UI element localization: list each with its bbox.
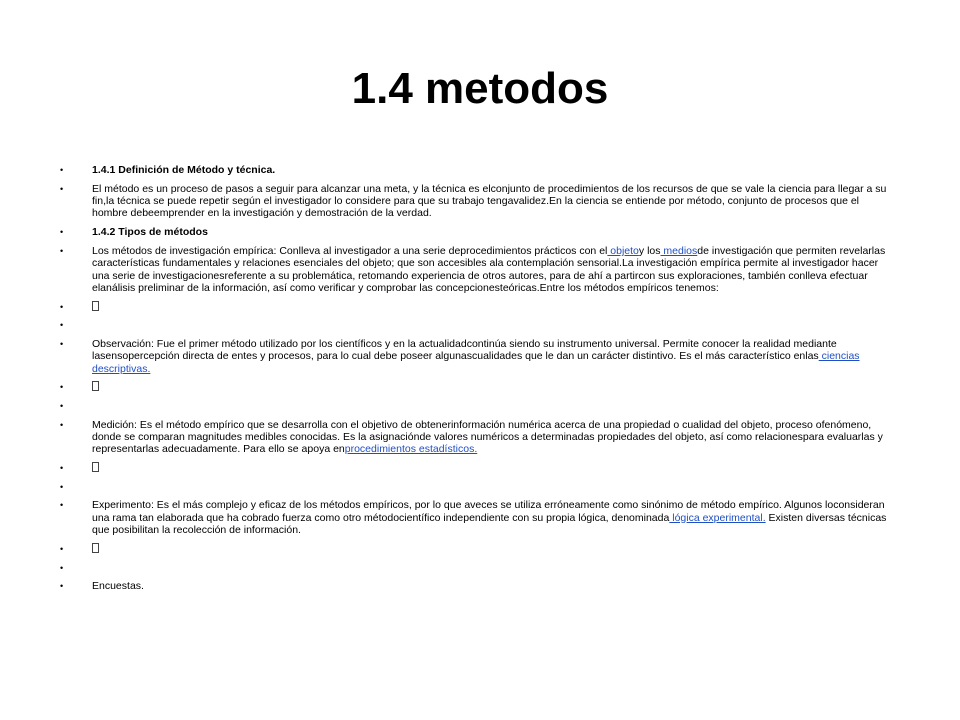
bullet-icon: • (60, 245, 64, 256)
bullet-icon: • (60, 320, 64, 331)
list-item (60, 580, 888, 592)
bullet-icon: • (60, 500, 64, 511)
list-item (60, 499, 888, 536)
missing-glyph-icon (92, 381, 99, 391)
bullet-icon: • (60, 562, 64, 573)
list-item (60, 245, 888, 294)
list-item (60, 419, 888, 456)
paragraph-segment: y los (638, 244, 661, 257)
bullet-icon: • (60, 165, 64, 175)
list-item (60, 562, 888, 574)
list-item (60, 226, 888, 238)
link-medios[interactable]: medios (660, 244, 698, 257)
paragraph-segment: Observación: Fue el primer método utilizado por los científicos y en la actualidadcontinúa siendo su instrumento universal. Permite conocer la realidad mediante lasensopercepción directa de entes y procesos, para lo cual debe poseer algunascualidades que le dan un carácter distintivo. Es el más característico enlas (92, 337, 837, 363)
list-item (60, 381, 888, 393)
paragraph-text: Encuestas. (92, 580, 144, 593)
bullet-icon: • (60, 419, 64, 430)
bullet-icon: • (60, 301, 64, 312)
bullet-icon: • (60, 227, 64, 238)
missing-glyph-icon (92, 543, 99, 553)
paragraph-text: El método es un proceso de pasos a seguir para alcanzar una meta, y la técnica es elconjunto de procedimientos de los recursos de que se vale la ciencia para llegar a su fin,la técnica se puede repetir según el investigador lo considere para que su trabajo tengavalidez.En la ciencia se entiende por método, conjunto de procesos que el hombre debeemprender en la investigación y demostración de la verdad. (92, 182, 887, 220)
missing-glyph-icon (92, 462, 99, 472)
paragraph-text (92, 338, 860, 375)
bullet-icon: • (60, 481, 64, 492)
bullet-icon: • (60, 581, 64, 592)
paragraph-text (92, 499, 886, 536)
list-item (60, 164, 888, 176)
paragraph-segment: Los métodos de investigación empírica: Conlleva al investigador a una serie deprocedimientos prácticos con el (92, 244, 608, 257)
list-item (60, 462, 888, 474)
section-heading: 1.4.1 Definición de Método y técnica. (92, 164, 276, 176)
paragraph-segment: Experimento: Es el más complejo y eficaz de los métodos empíricos, por lo que aveces se utiliza erróneamente como sinónimo de método empírico. Algunos loconsideran una rama tan elaborada que ha cobrado fuerza como otro métodocientífico independiente con su propia lógica, denominada (92, 499, 885, 524)
list-item (60, 481, 888, 493)
missing-glyph-icon (92, 301, 99, 311)
bullet-icon: • (60, 463, 64, 474)
link-objeto[interactable]: objeto (607, 244, 639, 257)
paragraph-segment: Medición: Es el método empírico que se desarrolla con el objetivo de obtenerinformación numérica acerca de una propiedad o cualidad del objeto, proceso ofenómeno, donde se comparan magnitudes medibles conocidas. Es la asignaciónde valores numéricos a determinadas propiedades del objeto, así como relacionespara evaluarlas y representarlas adecuadamente. Para ello se apoya en (92, 418, 883, 456)
list-item (60, 319, 888, 331)
link-procedimientos-estadisticos[interactable]: procedimientos estadísticos. (344, 443, 478, 456)
link-ciencias-descriptivas[interactable]: ciencias descriptivas. (92, 350, 860, 375)
list-item (60, 183, 888, 220)
bullet-icon: • (60, 401, 64, 412)
list-item (60, 338, 888, 375)
paragraph-text (92, 419, 883, 456)
bullet-icon: • (60, 382, 64, 393)
section-heading: 1.4.2 Tipos de métodos (92, 226, 208, 239)
slide-title: 1.4 metodos (351, 64, 609, 114)
bullet-icon: • (60, 543, 64, 554)
list-item (60, 543, 888, 555)
paragraph-segment: Existen diversas técnicas que posibilitan la recolección de información. (92, 511, 887, 536)
link-logica-experimental[interactable]: lógica experimental. (669, 511, 766, 524)
bullet-list (60, 164, 888, 599)
paragraph-text (92, 245, 885, 294)
list-item (60, 400, 888, 412)
list-item (60, 301, 888, 313)
bullet-icon: • (60, 183, 64, 194)
paragraph-segment: de investigación que permiten revelarlas características fundamentales y relaciones esenciales del objeto; que son accesibles ala contemplación sensorial.La investigación empírica permite al investigador hacer una serie de investigacionesreferente a su problemática, retomando experiencia de otros autores, para de ahí a partircon sus exploraciones, también conlleva efectuar elanálisis preliminar de la información, así como verificar y comprobar las concepcionesteóricas.Entre los métodos empíricos tenemos: (92, 244, 886, 294)
bullet-icon: • (60, 338, 64, 349)
